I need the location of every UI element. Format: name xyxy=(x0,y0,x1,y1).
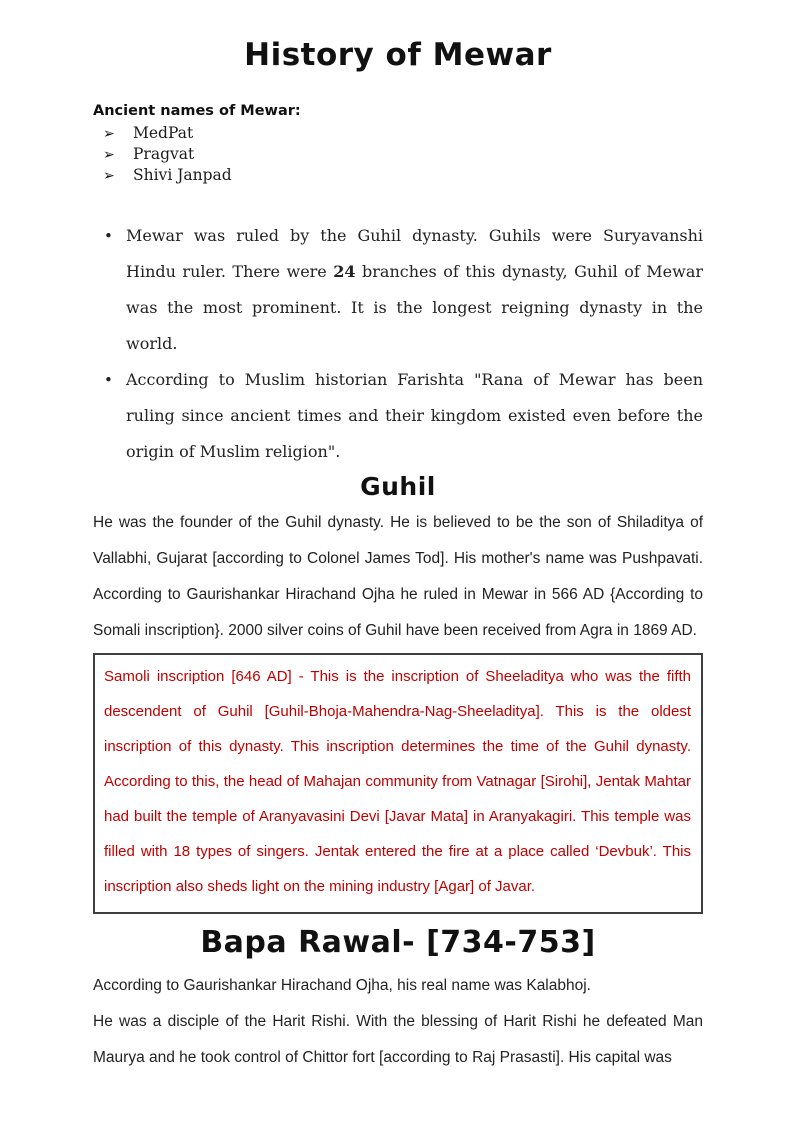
list-item-label: Pragvat xyxy=(133,145,195,163)
section-heading-guhil: Guhil xyxy=(360,472,436,501)
dot-bullet-icon: • xyxy=(104,371,113,389)
bullet-text: Mewar was ruled by the Guhil dynasty. Guhils were Suryavanshi Hindu ruler. There were xyxy=(126,226,703,281)
list-item xyxy=(93,144,703,165)
bullet-text: According to Muslim historian Farishta "Rana of Mewar has been ruling since ancient times and their kingdom existed even before the origin of Muslim religion". xyxy=(126,370,703,461)
bullet-text-bold: 24 xyxy=(333,262,356,281)
samoli-inscription-text: Samoli inscription [646 AD] - This is the inscription of Sheeladitya who was the fifth descendent of Guhil [Guhil-Bhoja-Mahendra-Nag-Sheeladitya]. This is the oldest inscription of this dynasty. This inscription determines the time of the Guhil dynasty. According to this, the head of Mahajan community from Vatnagar [Sirohi], Jentak Mahtar had built the temple of Aranyavasini Devi [Javar Mata] in Aranyakagiri. This temple was filled with 18 types of singers. Jentak entered the fire at a place called ‘Devbuk’. This inscription also sheds light on the mining industry [Agar] of Javar. xyxy=(104,668,691,895)
samoli-inscription-note-box xyxy=(93,653,703,914)
bapa-paragraph-1: According to Gaurishankar Hirachand Ojha, his real name was Kalabhoj. xyxy=(93,977,591,994)
guhil-paragraph: He was the founder of the Guhil dynasty. He is believed to be the son of Shiladitya of Vallabhi, Gujarat [according to Colonel James Tod]. His mother's name was Pushpavati. According to Gaurishankar Hirachand Ojha he ruled in Mewar in 566 AD {According to Somali inscription}. 2000 silver coins of Guhil have been received from Agra in 1869 AD. xyxy=(93,514,703,639)
section-heading-bapa-rawal: Bapa Rawal- [734-753] xyxy=(200,925,596,960)
intro-bullet-list xyxy=(93,218,703,470)
dot-bullet-icon: • xyxy=(104,227,113,245)
bullet-text: branches of this dynasty, Guhil of Mewar was the most prominent. It is the longest reigning dynasty in the world. xyxy=(126,262,704,353)
list-item-label: MedPat xyxy=(133,124,194,142)
list-item-label: Shivi Janpad xyxy=(133,166,232,184)
list-item xyxy=(93,165,703,186)
arrow-bullet-icon: ➢ xyxy=(103,126,115,142)
bapa-paragraph-2: He was a disciple of the Harit Rishi. With the blessing of Harit Rishi he defeated Man Maurya and he took control of Chittor fort [according to Raj Prasasti]. His capital was xyxy=(93,1013,703,1066)
ancient-names-section xyxy=(93,102,703,186)
ancient-names-heading: Ancient names of Mewar: xyxy=(93,103,301,119)
ancient-names-list xyxy=(93,123,703,186)
bullet-item-farishta-quote xyxy=(93,362,703,470)
list-item xyxy=(93,123,703,144)
page-title: History of Mewar xyxy=(244,37,552,73)
arrow-bullet-icon: ➢ xyxy=(103,168,115,184)
arrow-bullet-icon: ➢ xyxy=(103,147,115,163)
bullet-item-guhil-dynasty xyxy=(93,218,703,362)
